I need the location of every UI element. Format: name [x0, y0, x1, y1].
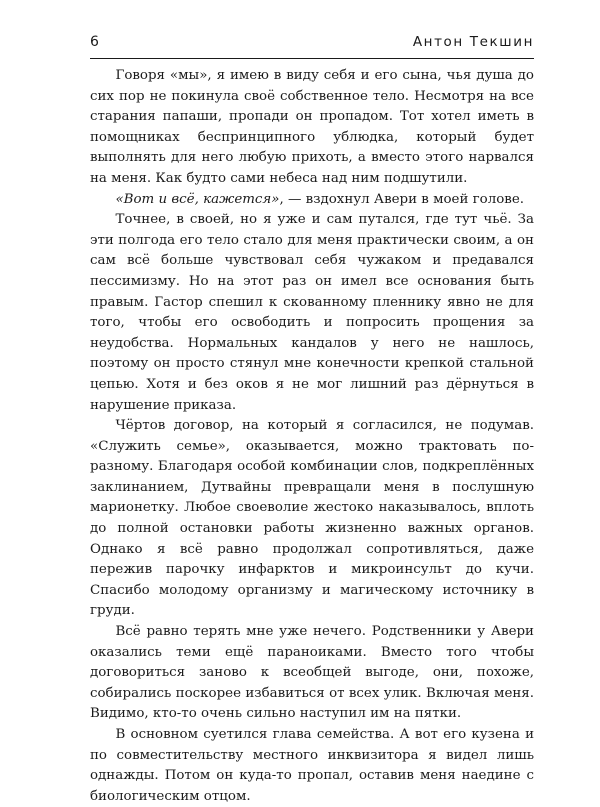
- running-header: [90, 30, 534, 59]
- inner-voice-quote: «Вот и всё, кажется»: [115, 191, 280, 207]
- paragraph: Чёртов договор, на который я согласился, не подумав. «Служить семье», оказывается, можно трактовать по-разному. Благодаря особой комбинации слов, подкреплённых заклинанием, Дутвайны превращали меня в послушную марионетку. Любое своеволие жестоко наказывалось, вплоть до полной остановки работы жизненно важных органов. Однако я всё равно продолжал сопротивляться, даже пережив парочку инфарктов и микроинсульт до кучи. Спасибо молодому организму и магическому источнику в груди.: [90, 418, 534, 619]
- paragraph: [90, 190, 534, 211]
- page-number: 6: [90, 34, 100, 50]
- paragraph: Всё равно терять мне уже нечего. Родственники у Авери оказались теми ещё параноиками. Вместо того чтобы договориться заново к всеобщей выгоде, они, похоже, собирались поскорее избавиться от всех улик. Включая меня. Видимо, кто-то очень сильно наступил им на пятки.: [90, 624, 534, 722]
- paragraph: Точнее, в своей, но я уже и сам путался, где тут чьё. За эти полгода его тело стало для меня практически своим, а он сам всё больше чувствовал себя чужаком и предавался пессимизму. Но на этот раз он имел все основания быть правым. Гастор спешил к скованному пленнику явно не для того, чтобы его освободить и попросить прощения за неудобства. Нормальных кандалов у него не нашлось, поэтому он просто стянул мне конечности крепкой стальной цепью. Хотя и без оков я не мог лишний раз дёрнуться в нарушение приказа.: [90, 212, 534, 413]
- paragraph-text: , — вздохнул Авери в моей голове.: [279, 191, 525, 207]
- paragraph: В основном суетился глава семейства. А вот его кузена и по совместительству местного инквизитора я видел лишь однажды. Потом он куда-то пропал, оставив меня наедине с биологическим отцом.: [90, 727, 534, 804]
- body-text: [90, 66, 534, 807]
- paragraph: Говоря «мы», я имею в виду себя и его сына, чья душа до сих пор не покинула своё собственное тело. Несмотря на все старания папаши, пропади он пропадом. Тот хотел иметь в помощниках беспринципного ублюдка, который будет выполнять для него любую прихоть, а вместо этого нарвался на меня. Как будто сами небеса над ним подшутили.: [90, 68, 534, 186]
- running-head-author: Антон Текшин: [412, 34, 534, 50]
